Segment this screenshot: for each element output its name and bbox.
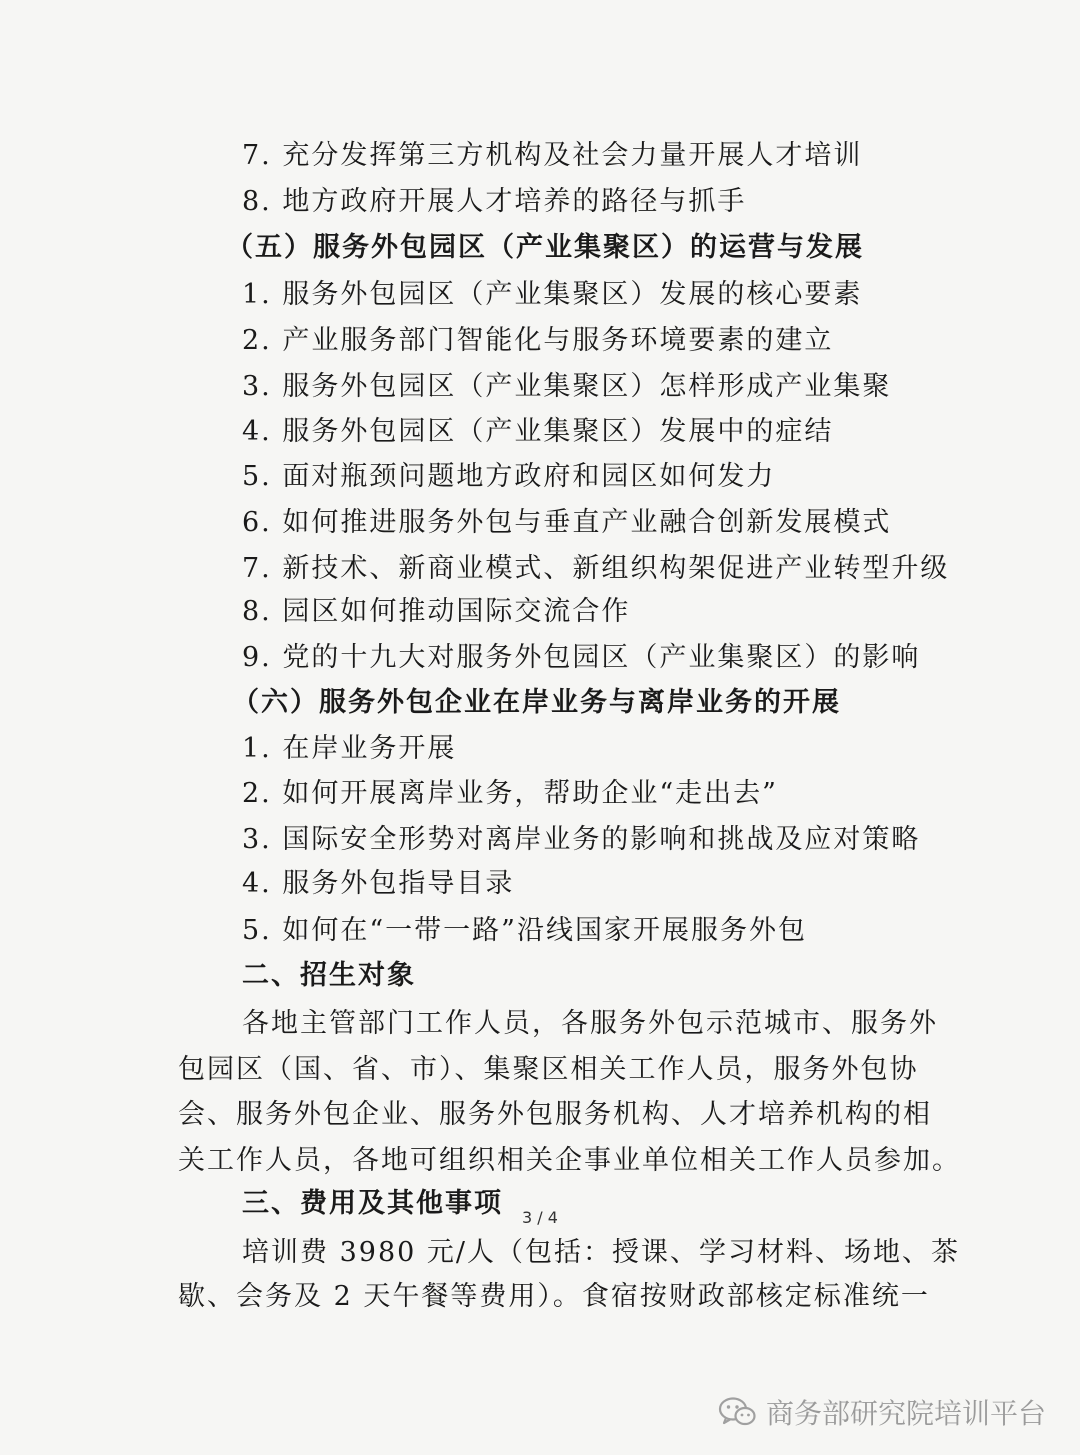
wechat-icon bbox=[718, 1396, 756, 1428]
list-item: 9. 党的十九大对服务外包园区（产业集聚区）的影响 bbox=[242, 642, 921, 673]
list-item: 8. 地方政府开展人才培养的路径与抓手 bbox=[242, 186, 747, 217]
paragraph-line: 会、服务外包企业、服务外包服务机构、人才培养机构的相 bbox=[178, 1099, 932, 1130]
section-heading: （五）服务外包园区（产业集聚区）的运营与发展 bbox=[226, 232, 864, 263]
list-item: 4. 服务外包园区（产业集聚区）发展中的症结 bbox=[242, 416, 834, 447]
paragraph-line: 培训费 3980 元/人（包括：授课、学习材料、场地、茶 bbox=[242, 1237, 960, 1268]
list-item: 7. 充分发挥第三方机构及社会力量开展人才培训 bbox=[242, 140, 863, 171]
list-item: 2. 产业服务部门智能化与服务环境要素的建立 bbox=[242, 325, 834, 356]
list-item: 1. 服务外包园区（产业集聚区）发展的核心要素 bbox=[242, 279, 863, 310]
list-item: 3. 服务外包园区（产业集聚区）怎样形成产业集聚 bbox=[242, 371, 892, 402]
section-heading: 三、费用及其他事项 bbox=[242, 1188, 503, 1219]
list-item: 8. 园区如何推动国际交流合作 bbox=[242, 596, 631, 627]
list-item: 5. 如何在“一带一路”沿线国家开展服务外包 bbox=[242, 915, 807, 946]
list-item: 4. 服务外包指导目录 bbox=[242, 868, 515, 899]
section-heading: 二、招生对象 bbox=[242, 960, 416, 991]
paragraph-line: 歇、会务及 2 天午餐等费用）。食宿按财政部核定标准统一 bbox=[178, 1281, 930, 1312]
paragraph-line: 关工作人员，各地可组织相关企事业单位相关工作人员参加。 bbox=[178, 1145, 961, 1176]
list-item: 1. 在岸业务开展 bbox=[242, 733, 457, 764]
list-item: 3. 国际安全形势对离岸业务的影响和挑战及应对策略 bbox=[242, 824, 921, 855]
section-heading: （六）服务外包企业在岸业务与离岸业务的开展 bbox=[232, 687, 841, 718]
watermark-text: 商务部研究院培训平台 bbox=[765, 1397, 1046, 1430]
list-item: 5. 面对瓶颈问题地方政府和园区如何发力 bbox=[242, 461, 776, 492]
page-number: 3 / 4 bbox=[522, 1208, 558, 1227]
list-item: 2. 如何开展离岸业务，帮助企业“走出去” bbox=[242, 778, 778, 809]
list-item: 6. 如何推进服务外包与垂直产业融合创新发展模式 bbox=[242, 507, 892, 538]
paragraph-line: 各地主管部门工作人员，各服务外包示范城市、服务外 bbox=[242, 1008, 938, 1039]
paragraph-line: 包园区（国、省、市）、集聚区相关工作人员，服务外包协 bbox=[178, 1054, 919, 1085]
watermark bbox=[718, 1392, 1046, 1432]
list-item: 7. 新技术、新商业模式、新组织构架促进产业转型升级 bbox=[242, 553, 950, 584]
